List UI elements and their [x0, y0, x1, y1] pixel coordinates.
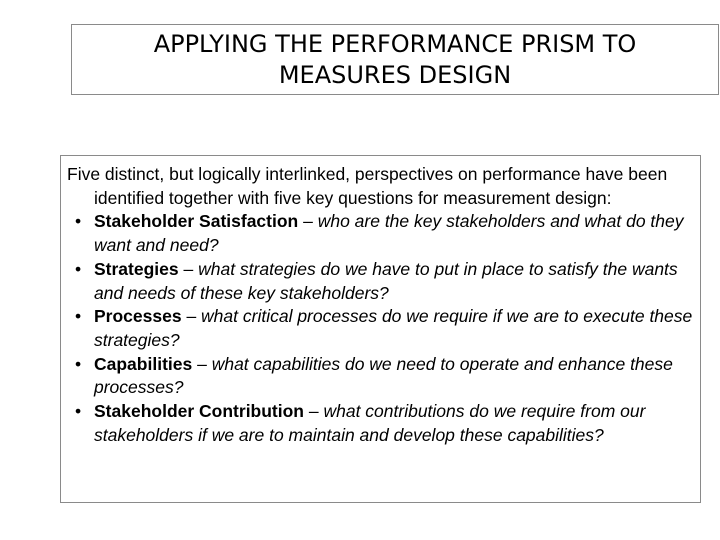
bullet-icon: • — [75, 353, 82, 374]
item-dash: – — [298, 211, 318, 232]
item-dash: – — [304, 401, 324, 422]
slide-title-line-2: MEASURES DESIGN — [278, 60, 512, 89]
item-term: Processes — [94, 306, 182, 327]
item-term: Capabilities — [94, 353, 193, 374]
item-dash: – — [178, 258, 199, 279]
list-item-capabilities — [67, 353, 694, 400]
item-term: Stakeholder Contribution — [94, 401, 304, 422]
list-item-strategies — [67, 258, 694, 305]
content-box — [60, 155, 701, 503]
item-question: who are the key stakeholders and what do they want and need? — [94, 211, 684, 256]
item-term: Strategies — [94, 258, 179, 279]
bullet-icon: • — [75, 306, 82, 327]
item-term: Stakeholder Satisfaction — [94, 211, 299, 232]
item-question: what strategies do we have to put in place to satisfy the wants and needs of these key stakeholders? — [94, 258, 678, 303]
list-item-stakeholder-contribution — [67, 400, 694, 447]
intro-paragraph: Five distinct, but logically interlinked, perspectives on performance have been identified together with five key questions for measurement design: — [67, 164, 668, 208]
item-question: what critical processes do we require if we are to execute these strategies? — [94, 306, 693, 350]
perspective-list — [67, 210, 694, 447]
bullet-icon: • — [75, 211, 82, 232]
list-item-stakeholder-satisfaction — [67, 210, 694, 257]
item-question: what capabilities do we need to operate and enhance these processes? — [94, 353, 673, 398]
bullet-icon: • — [75, 401, 82, 422]
item-question: what contributions do we require from our stakeholders if we are to maintain and develop these capabilities? — [94, 401, 646, 445]
list-item-processes — [67, 305, 694, 352]
title-box — [71, 24, 719, 95]
item-dash: – — [192, 353, 212, 374]
item-dash: – — [181, 306, 202, 327]
bullet-icon: • — [75, 258, 82, 279]
slide-title-line-1: APPLYING THE PERFORMANCE PRISM TO — [153, 29, 637, 58]
slide-title — [154, 29, 637, 91]
